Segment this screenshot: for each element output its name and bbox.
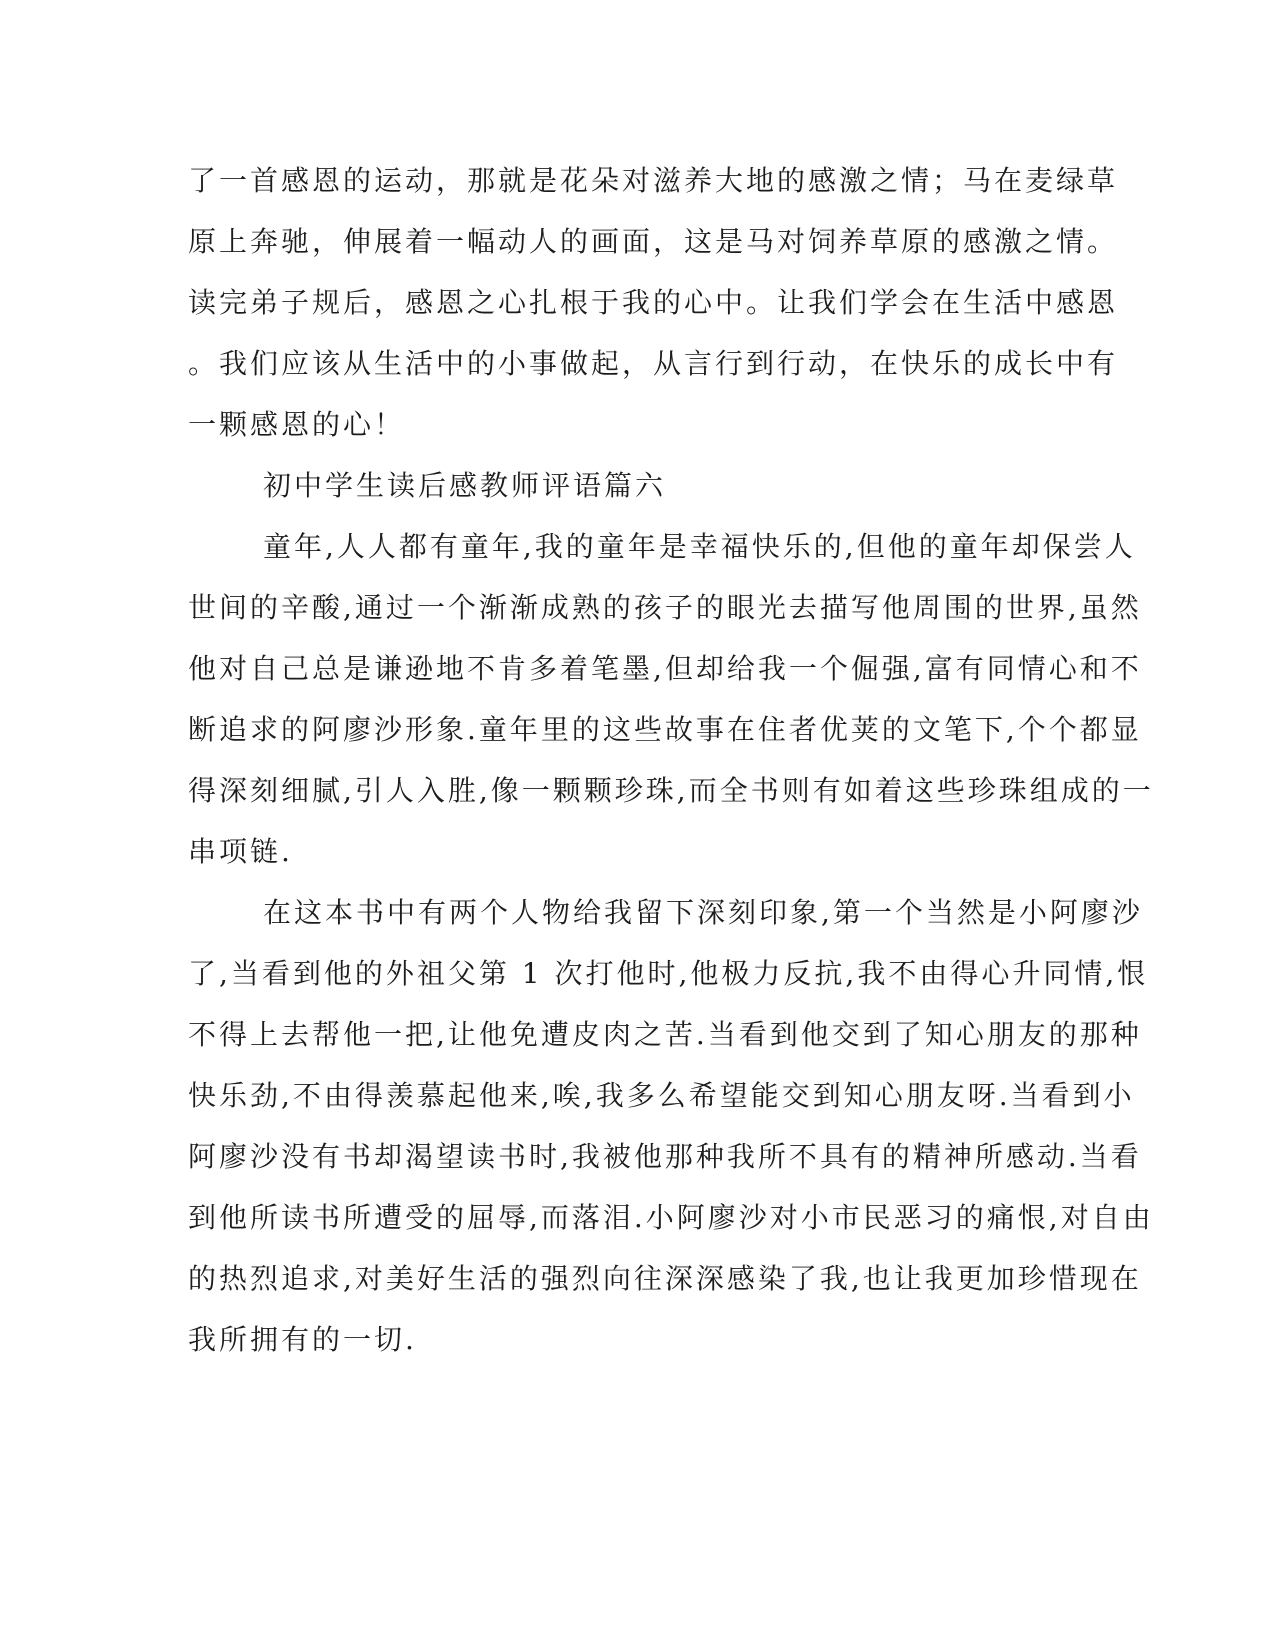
text-line: 童年,人人都有童年,我的童年是幸福快乐的,但他的童年却保尝人 [263,530,1136,563]
section-heading: 初中学生读后感教师评语篇六 [263,469,667,502]
text-line: 断追求的阿廖沙形象.童年里的这些故事在住者优荚的文笔下,个个都显 [188,713,1142,746]
text-line: 阿廖沙没有书却渴望读书时,我被他那种我所不具有的精神所感动.当看 [188,1140,1142,1173]
text-line: 的热烈追求,对美好生活的强烈向往深深感染了我,也让我更加珍惜现在 [188,1262,1142,1295]
text-line: 串项链. [188,835,293,868]
intro-paragraph [188,150,1119,455]
text-line: 原上奔驰，伸展着一幅动人的画面，这是马对饲养草原的感激之情。 [188,225,1119,258]
text-line: 他对自己总是谦逊地不肯多着笔墨,但却给我一个倔强,富有同情心和不 [188,652,1142,685]
text-line: 一颗感恩的心！ [188,408,406,441]
text-line: 快乐劲,不由得羡慕起他来,唉,我多么希望能交到知心朋友呀.当看到小 [188,1079,1135,1112]
text-line: 不得上去帮他一把,让他免遭皮肉之苦.当看到他交到了知心朋友的那种 [188,1018,1142,1051]
text-line: 我所拥有的一切. [188,1323,417,1356]
text-line: 到他所读书所遭受的屈辱,而落泪.小阿廖沙对小市民恶习的痛恨,对自由 [188,1201,1154,1234]
text-line: 了一首感恩的运动，那就是花朵对滋养大地的感激之情；马在麦绿草 [188,164,1119,197]
text-line: 读完弟子规后，感恩之心扎根于我的心中。让我们学会在生活中感恩 [188,286,1119,319]
text-line: 。我们应该从生活中的小事做起，从言行到行动，在快乐的成长中有 [188,347,1119,380]
text-line: 了,当看到他的外祖父第 1 次打他时,他极力反抗,我不由得心升同情,恨 [188,957,1149,990]
text-line: 在这本书中有两个人物给我留下深刻印象,第一个当然是小阿廖沙 [263,896,1143,929]
document-body [188,150,1154,1370]
paragraph-childhood [188,516,1154,882]
text-line: 得深刻细腻,引人入胜,像一颗颗珍珠,而全书则有如着这些珍珠组成的一 [188,774,1154,807]
paragraph-characters [188,882,1154,1370]
text-line: 世间的辛酸,通过一个渐渐成熟的孩子的眼光去描写他周围的世界,虽然 [188,591,1142,624]
